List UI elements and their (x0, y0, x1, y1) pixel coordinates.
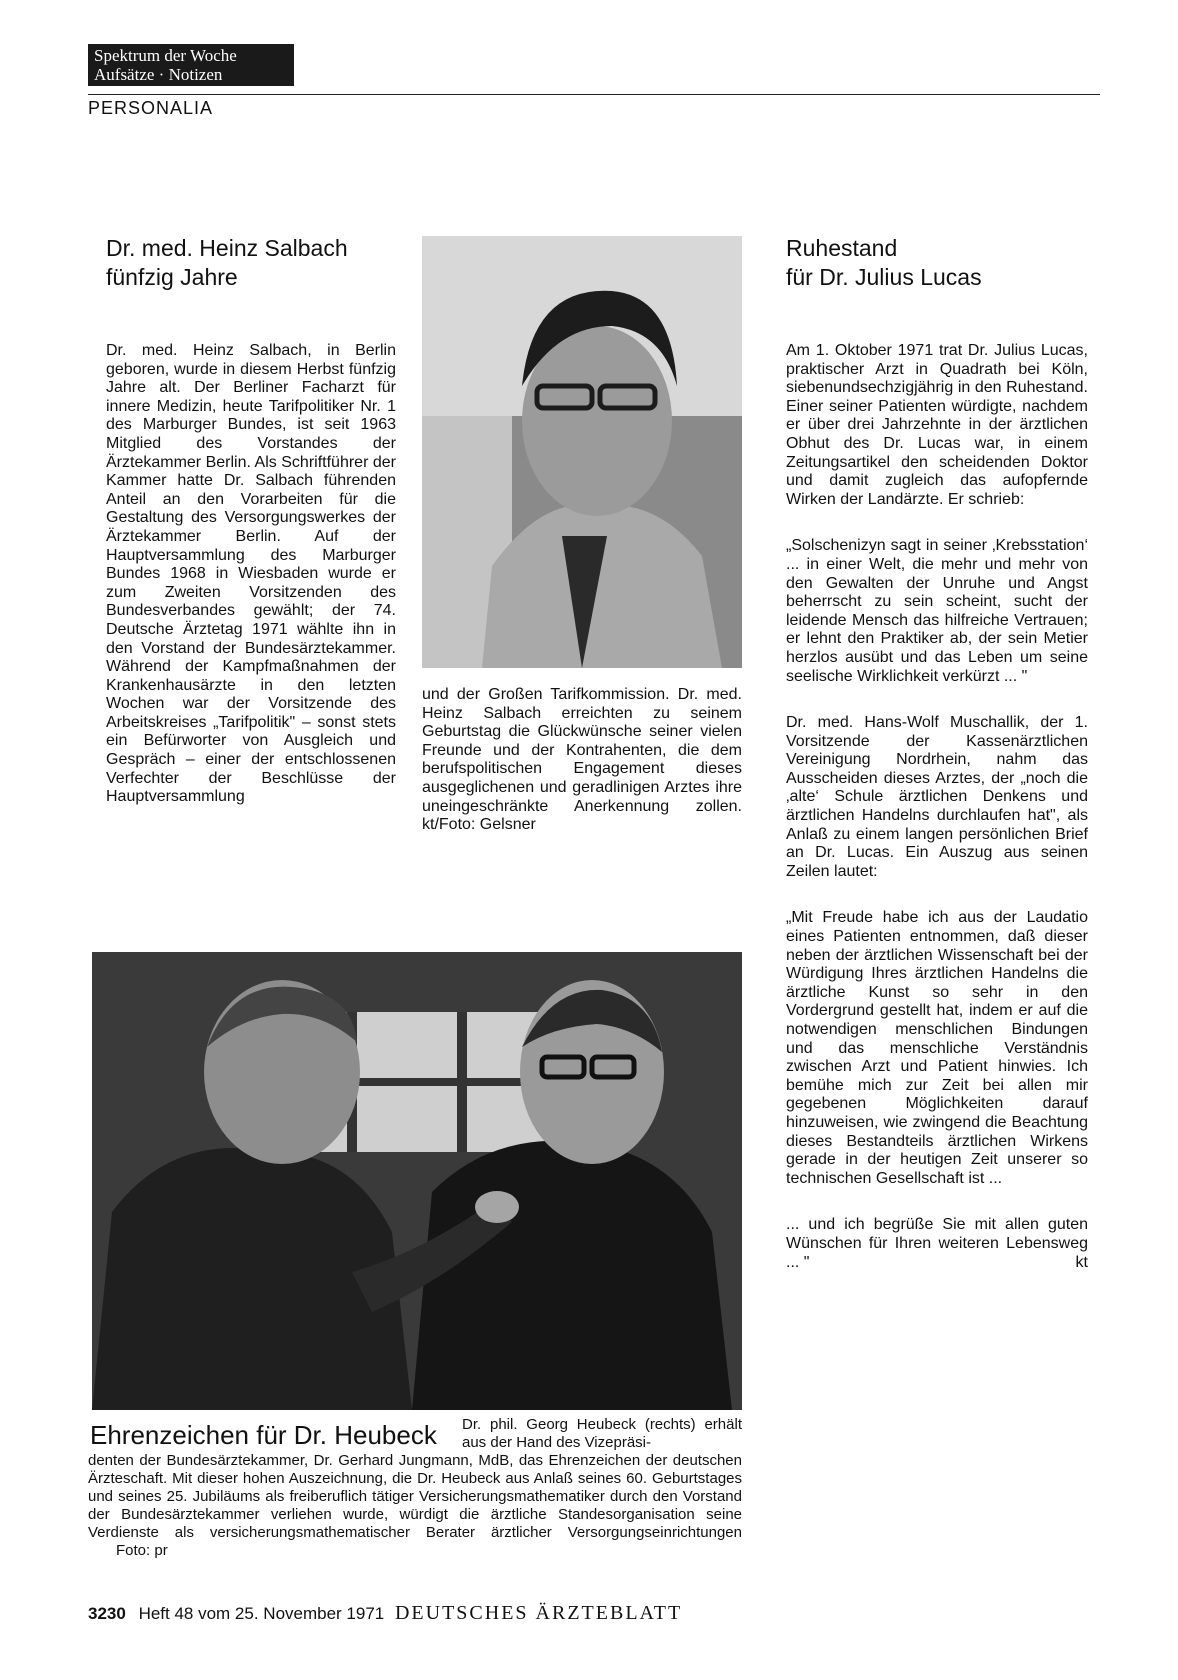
lucas-signature: kt (1075, 1253, 1088, 1271)
portrait-illustration (422, 236, 742, 668)
lucas-closing-text: ... und ich begrüße Sie mit allen guten Wünschen für Ihren weiteren Lebensweg ... " (786, 1216, 1088, 1271)
salbach-portrait-photo (422, 236, 742, 668)
salbach-text-cont: und der Großen Tarifkommission. Dr. med. Heinz Salbach erreichten zu seinem Geburtstag die Glückwünsche seiner vielen Freunde und der Kontrahenten, die dem berufspolitischen Engagement dieses ausgeglichenen und geradlinigen Arztes ihre uneingeschränkte Anerkennung zollen. kt/Foto: Gelsner (422, 686, 742, 834)
page-number: 3230 (88, 1604, 126, 1623)
lucas-title-line1: Ruhestand (786, 235, 898, 261)
lucas-paragraph-5 (786, 1216, 1088, 1272)
award-ceremony-illustration (92, 952, 742, 1410)
lucas-headline (786, 234, 1086, 292)
heubeck-caption-body: denten der Bundesärztekammer, Dr. Gerhard Jungmann, MdB, das Ehrenzeichen der deutschen Ärzteschaft. Mit dieser hohen Auszeichnung, die Dr. Heubeck aus Anlaß seines 60. Geburtstages und seines 25. Jubiläums als freiberuflich tätiger Versicherungsmathematiker durch den Vorstand der Bundesärztekammer verliehen wurde, würdigt die ärztliche Standesorganisation seine Verdienste als versicherungsmathematischer Berater ärztlicher Versorgungseinrichtungen (88, 1452, 742, 1541)
section-label: PERSONALIA (88, 98, 214, 118)
lucas-paragraph-3: Dr. med. Hans-Wolf Muschallik, der 1. Vorsitzende der Kassenärztlichen Vereinigung Nordrhein, nahm das Ausscheiden dieses Arztes, der „noch die ‚alte‘ Schule ärztlichen Denkens und ärztlichen Handelns durchlaufen hat", als Anlaß zu einem langen persönlichen Brief an Dr. Lucas. Ein Auszug aus seinen Zeilen lautet: (786, 714, 1088, 880)
rubric-line-1: Spektrum der Woche (94, 46, 237, 65)
magazine-name: DEUTSCHES ÄRZTEBLATT (394, 1602, 683, 1624)
salbach-body (106, 342, 396, 807)
salbach-title-line1: Dr. med. Heinz Salbach (106, 235, 348, 261)
lucas-body (786, 342, 1088, 1272)
heubeck-caption (88, 1452, 742, 1560)
heubeck-caption-start: Dr. phil. Georg Heubeck (rechts) erhält aus der Hand des Vizepräsi- (462, 1416, 742, 1451)
lucas-paragraph-4: „Mit Freude habe ich aus der Laudatio eines Patienten entnommen, daß dieser neben der ärztlichen Wissenschaft bei der Würdigung Ihres ärztlichen Handelns die ärztliche Kunst so sehr in den Vordergrund gestellt hat, indem er auf die notwendigen menschlichen Bindungen und das menschliche Verständnis zwischen Arzt und Patient hinwies. Ich bemühe mich zur Zeit bei allen mir gegebenen Möglichkeiten darauf hinzuweisen, wie zwingend die Beachtung dieses Bestandteils ärztlichen Wirkens gerade in der heutigen Zeit unserer so technischen Gesellschaft ist ... (786, 909, 1088, 1187)
salbach-body-continued (422, 686, 742, 835)
heubeck-award-photo (92, 952, 742, 1410)
rubric-line-2: Aufsätze · Notizen (94, 65, 223, 84)
salbach-title-line2: fünfzig Jahre (106, 264, 238, 290)
header-rule (88, 94, 1100, 95)
lucas-paragraph-1: Am 1. Oktober 1971 trat Dr. Julius Lucas, praktischer Arzt in Quadrath bei Köln, siebenundsechzigjährig in den Ruhestand. Einer seiner Patienten würdigte, nachdem er über drei Jahrzehnte in der ärztlichen Obhut des Dr. Lucas war, in einem Zeitungsartikel den scheidenden Doktor und damit zugleich das aufopfernde Wirken der Landärzte. Er schrieb: (786, 342, 1088, 508)
rubric-badge (88, 44, 294, 86)
lucas-paragraph-2: „Solschenizyn sagt in seiner ‚Krebsstation‘ ... in einer Welt, die mehr und mehr von den Gewalten der Unruhe und Angst beherrscht zu sein scheint, sucht der leidende Mensch das hilfreiche Vertrauen; er lehnt den Praktiker ab, der sein Metier herzlos ausübt und das Leben um seine seelische Wirklichkeit verkürzt ... " (786, 537, 1088, 685)
lucas-title-line2: für Dr. Julius Lucas (786, 264, 982, 290)
page-footer (88, 1602, 682, 1625)
heubeck-title: Ehrenzeichen für Dr. Heubeck (90, 1420, 437, 1450)
salbach-text: Dr. med. Heinz Salbach, in Berlin geboren, wurde in diesem Herbst fünfzig Jahre alt. Der Berliner Facharzt für innere Medizin, heute Tarifpolitiker Nr. 1 des Marburger Bundes, ist seit 1963 Mitglied des Vorstandes der Ärztekammer Berlin. Als Schriftführer der Kammer hatte Dr. Salbach führenden Anteil an den Vorarbeiten für die Gestaltung des Versorgungswerkes der Ärztekammer Berlin. Auf der Hauptversammlung des Marburger Bundes 1968 in Wiesbaden wurde er zum Zweiten Vorsitzenden des Bundesverbandes gewählt; der 74. Deutsche Ärztetag 1971 wählte ihn in den Vorstand der Bundesärztekammer. Während der Kampfmaßnahmen der Krankenhausärzte in den letzten Wochen war der Vorsitzende des Arbeitskreises „Tarifpolitik" – sonst stets ein Befürworter von Ausgleich und Gespräch – einer der entschlossenen Verfechter der Beschlüsse der Hauptversammlung (106, 342, 396, 806)
issue-info: Heft 48 vom 25. November 1971 (138, 1604, 385, 1623)
salbach-headline (106, 234, 396, 292)
heubeck-photo-credit: Foto: pr (116, 1542, 168, 1559)
